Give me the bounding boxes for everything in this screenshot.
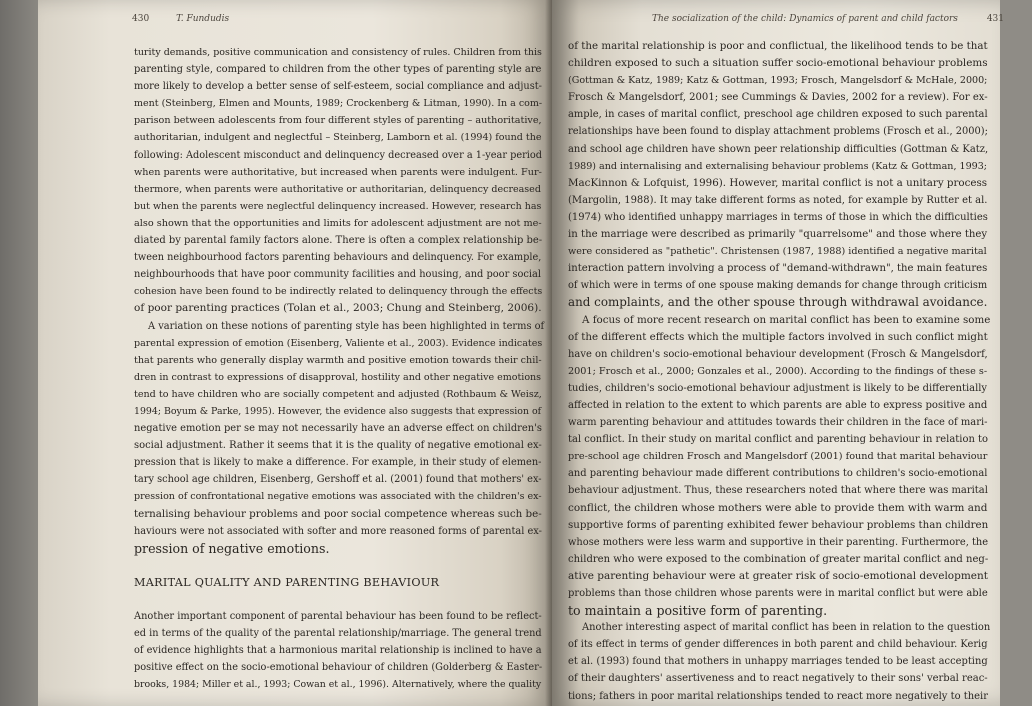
left-paragraph-3 [134, 608, 544, 693]
text-line: diated by parental family factors alone. There is often a complex relationship be- [134, 235, 543, 247]
text-line: tal conflict. In their study on marital conflict and parenting behaviour in relation to [568, 434, 988, 446]
right-text-block [568, 38, 990, 705]
text-line: children who were exposed to the combination of greater marital conflict and neg- [568, 553, 989, 565]
text-line: children exposed to such a situation suffer socio-emotional behaviour problems [568, 57, 988, 70]
text-line: et al. (1993) found that mothers in unhappy marriages tended to be least accepting [568, 656, 988, 668]
text-line: tudies, children's socio-emotional behaviour adjustment is likely to be differentially [568, 382, 988, 394]
text-line: neighbourhoods that have poor community facilities and housing, and poor social [134, 269, 542, 281]
left-author-name: T. Fundudis [176, 14, 230, 24]
text-line: parental expression of emotion (Eisenberg, Valiente et al., 2003). Evidence indicates [134, 337, 543, 349]
text-line: whose mothers were less warm and supportive in their parenting. Furthermore, the [568, 536, 989, 548]
text-line: 1994; Boyum & Parke, 1995). However, the evidence also suggests that expression of [134, 405, 542, 417]
text-line: 2001; Frosch et al., 2000; Gonzales et al., 2000). According to the findings of these s- [568, 365, 988, 377]
text-line: that parents who generally display warmth and positive emotion towards their chil- [134, 354, 542, 366]
right-page [552, 0, 1004, 706]
left-page [38, 0, 552, 706]
text-line: A focus of more recent research on marital conflict has been to examine some [582, 313, 991, 326]
text-line: positive effect on the socio-emotional behaviour of children (Golderberg & Easter- [134, 662, 543, 674]
text-line: parison between adolescents from four different styles of parenting – authoritative, [134, 115, 542, 127]
text-line: tween neighbourhood factors parenting behaviours and delinquency. For example, [134, 252, 542, 264]
text-line: thermore, when parents were authoritative or authoritarian, delinquency decreased [134, 183, 541, 195]
text-line: A variation on these notions of parenting style has been highlighted in terms of [148, 320, 545, 332]
text-line: problems than those children whose parents were in marital conflict but were able [568, 588, 988, 599]
text-line: of their daughters' assertiveness and to react negatively to their sons' verbal reac- [568, 673, 988, 685]
text-line: but when the parents were neglectful delinquency increased. However, research has [134, 200, 542, 212]
section-spacer [134, 557, 544, 574]
text-line: ternalising behaviour problems and poor social competence whereas such be- [134, 507, 542, 520]
right-running-head [652, 14, 1032, 24]
text-line: ative parenting behaviour were at greater risk of socio-emotional development [568, 569, 988, 582]
text-line: brooks, 1984; Miller et al., 1993; Cowan et al., 1996). Alternatively, where the quality [134, 679, 542, 691]
text-line: to maintain a positive form of parenting. [568, 603, 828, 619]
text-line: Another important component of parental behaviour has been found to be reflect- [134, 611, 542, 623]
text-line: of the different effects which the multiple factors involved in such conflict might [568, 330, 988, 343]
text-line: of evidence highlights that a harmonious marital relationship is inclined to have a [134, 645, 542, 657]
text-line: (1974) who identified unhappy marriages in terms of those in which the difficulties [568, 211, 988, 223]
text-line: MacKinnon & Lofquist, 1996). However, marital conflict is not a unitary process [568, 176, 988, 189]
text-line: Frosch & Mangelsdorf, 2001; see Cummings & Davies, 2002 for a review). For ex- [568, 92, 988, 104]
text-line: haviours were not associated with softer and more reasoned forms of parental ex- [134, 525, 542, 537]
text-line: pression that is likely to make a difference. For example, in their study of elemen- [134, 457, 542, 469]
text-line: pression of negative emotions. [134, 540, 330, 556]
right-paragraph-1 [568, 38, 990, 312]
left-paragraph-1 [134, 44, 544, 318]
text-line: and parenting behaviour made different contributions to children's socio-emotional [568, 468, 988, 480]
text-line: parenting style, compared to children from the other types of parenting style are [134, 64, 542, 76]
right-page-number: 431 [986, 14, 1004, 24]
section-heading: MARITAL QUALITY AND PARENTING BEHAVIOUR [134, 575, 440, 589]
text-line: of the marital relationship is poor and conflictual, the likelihood tends to be that [568, 40, 988, 52]
left-page-number: 430 [132, 14, 150, 24]
text-line: supportive forms of parenting exhibited fewer behaviour problems than children [568, 518, 989, 531]
text-line: of poor parenting practices (Tolan et al., 2003; Chung and Steinberg, 2006). [134, 302, 542, 315]
text-line: and school age children have shown peer relationship difficulties (Gottman & Katz, [568, 143, 989, 155]
left-paragraph-2 [134, 318, 544, 557]
text-line: were considered as "pathetic". Christensen (1987, 1988) identified a negative marital [568, 246, 987, 258]
text-line: ample, in cases of marital conflict, preschool age children exposed to such parental [568, 109, 988, 121]
text-line: have on children's socio-emotional behaviour development (Frosch & Mangelsdorf, [568, 348, 988, 360]
text-line: Another interesting aspect of marital conflict has been in relation to the question [582, 622, 991, 634]
text-line: (Gottman & Katz, 1989; Katz & Gottman, 1993; Frosch, Mangelsdorf & McHale, 2000; [568, 75, 988, 87]
text-line: in the marriage were described as primarily "quarrelsome" and those where they [568, 229, 988, 241]
text-line: of its effect in terms of gender differences in both parent and child behaviour. Kerig [568, 639, 988, 651]
text-line: behaviour adjustment. Thus, these researchers noted that where there was marital [568, 485, 988, 497]
text-line: relationships have been found to display attachment problems (Frosch et al., 2000); [568, 126, 988, 138]
text-line: turity demands, positive communication and consistency of rules. Children from this [134, 47, 542, 58]
text-line: 1989) and internalising and externalising behaviour problems (Katz & Gottman, 1993; [568, 160, 988, 172]
right-chapter-title: The socialization of the child: Dynamics of parent and child factors [652, 14, 958, 24]
text-line: pression of confrontational negative emotions was associated with the children's ex- [134, 491, 542, 503]
text-line: warm parenting behaviour and attitudes towards their children in the face of mari- [568, 417, 988, 429]
right-paragraph-2 [568, 312, 990, 620]
text-line: affected in relation to the extent to which parents are able to express positive and [568, 399, 988, 411]
text-line: authoritarian, indulgent and neglectful – Steinberg, Lamborn et al. (1994) found the [134, 132, 542, 144]
text-line: pre-school age children Frosch and Mangelsdorf (2001) found that marital behaviour [568, 451, 988, 463]
text-line: tary school age children, Eisenberg, Gershoff et al. (2001) found that mothers' ex- [134, 474, 542, 486]
text-line: social adjustment. Rather it seems that it is the quality of negative emotional ex- [134, 440, 542, 452]
text-line: and complaints, and the other spouse through withdrawal avoidance. [568, 295, 988, 310]
right-paragraph-3 [568, 619, 990, 704]
text-line: ed in terms of the quality of the parental relationship/marriage. The general trend [134, 628, 542, 640]
section-spacer [134, 591, 544, 608]
text-line: when parents were authoritative, but increased when parents were indulgent. Fur- [134, 166, 542, 178]
text-line: tions; fathers in poor marital relationships tended to react more negatively to their [568, 690, 988, 702]
left-running-head [132, 14, 552, 24]
text-line: ment (Steinberg, Elmen and Mounts, 1989; Crockenberg & Litman, 1990). In a com- [134, 98, 543, 110]
text-line: interaction pattern involving a process of "demand-withdrawn", the main features [568, 263, 988, 275]
text-line: (Margolin, 1988). It may take different forms as noted, for example by Rutter et al. [568, 194, 988, 206]
text-line: also shown that the opportunities and limits for adolescent adjustment are not me- [134, 217, 542, 229]
text-line: negative emotion per se may not necessarily have an adverse effect on children's [134, 423, 542, 435]
text-line: dren in contrast to expressions of disapproval, hostility and other negative emotions [134, 371, 542, 383]
text-line: tend to have children who are socially competent and adjusted (Rothbaum & Weisz, [134, 388, 542, 400]
left-text-block [134, 44, 544, 694]
text-line: more likely to develop a better sense of self-esteem, social compliance and adjust- [134, 81, 542, 93]
text-line: following: Adolescent misconduct and delinquency decreased over a 1-year period [134, 149, 543, 161]
text-line: conflict, the children whose mothers were able to provide them with warm and [568, 501, 988, 514]
text-line: cohesion have been found to be indirectly related to delinquency through the effects [134, 286, 543, 298]
text-line: of which were in terms of one spouse making demands for change through criticism [568, 280, 988, 292]
